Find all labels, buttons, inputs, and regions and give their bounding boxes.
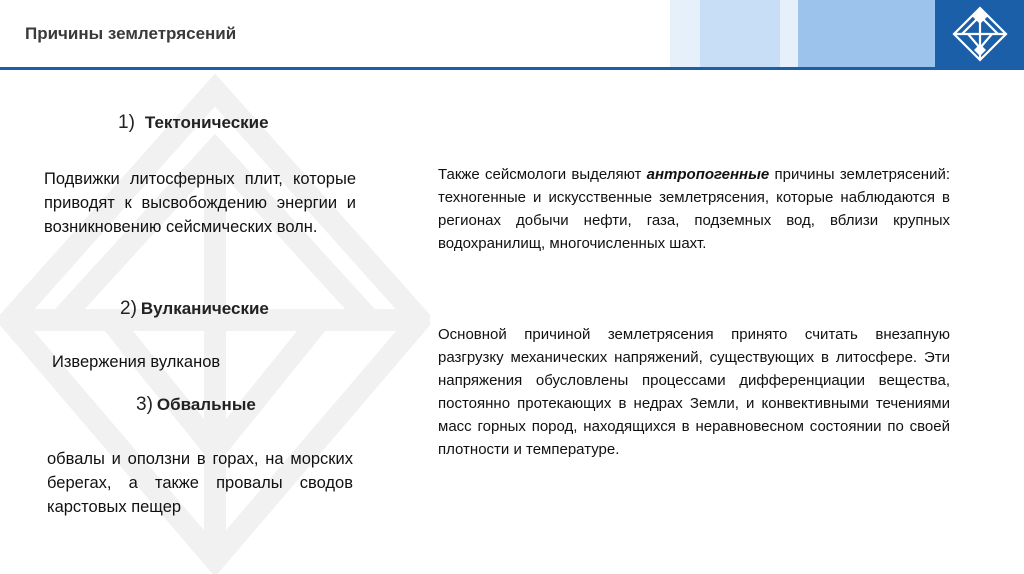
emphasis-anthropogenic: антропогенные [646,166,770,183]
university-logo-icon [950,4,1010,64]
header-decor-block [780,0,798,67]
section-text-tectonic: Подвижки литосферных плит, которые приводят к высвобождению энергии и возникновению сейсмических волн. [44,170,356,236]
paragraph-main-cause: Основной причиной землетрясения принято считать внезапную разгрузку механических напряжений, существующих в литосфере. Эти напряжения обусловлены процессами дифференциации вещества, постоянно протекающих в недрах Земли, и конвективными течениями масс горных пород, находящихся в неравновесном состоянии по своей плотности и температуре. [438,326,950,458]
section-heading-volcanic: 2) Вулканические [120,298,269,319]
section-heading-collapse: 3) Обвальные [136,394,256,415]
header-decor-block [798,0,935,67]
header-decor-block [670,0,700,67]
section-text-volcanic: Извержения вулканов [52,353,221,371]
section-text-collapse: обвалы и оползни в горах, на морских берегах, а также провалы сводов карстовых пещер [47,450,353,516]
header-decor-block [700,0,780,67]
section-heading-tectonic: 1) Тектонические [118,112,269,133]
slide-header [0,0,1024,68]
slide-title: Причины землетрясений [25,24,237,43]
paragraph-anthropogenic: Также сейсмологи выделяют антропогенные причины землетрясений: техногенные и искусственные землетрясения, которые наблюдаются в регионах добычи нефти, газа, подземных вод, вблизи крупных водохранилищ, многочисленных шахт. [438,166,950,252]
